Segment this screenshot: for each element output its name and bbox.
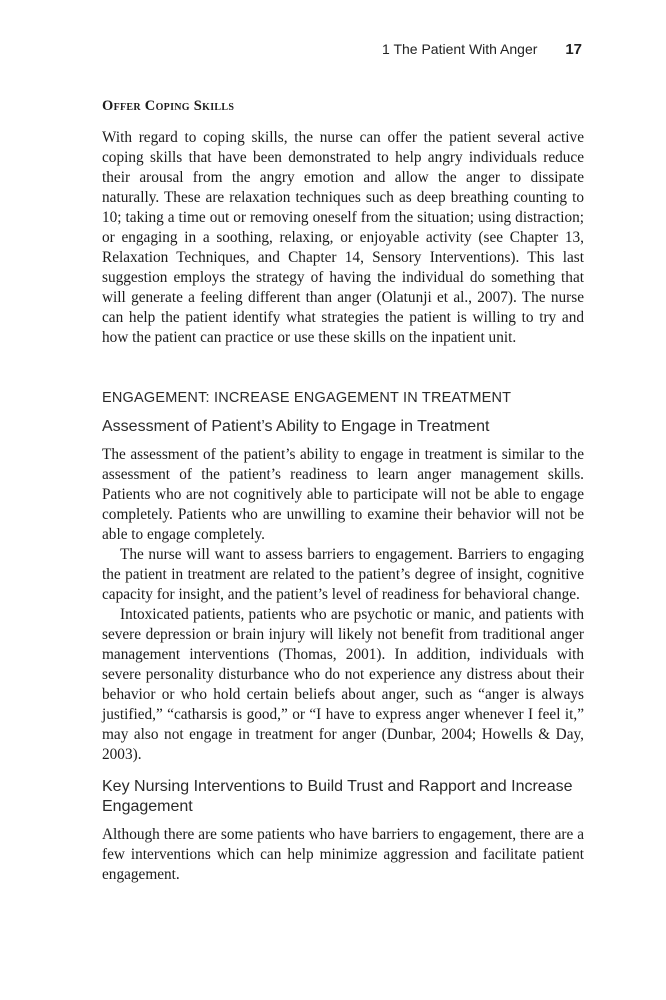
heading-assessment: Assessment of Patient’s Ability to Engage in Treatment — [102, 418, 490, 435]
paragraph-assessment: The assessment of the patient’s ability to engage in treatment is similar to the assessment of the patient’s readiness to learn anger management skills. Patients who are not cognitively able to participate will not be able to engage completely. Patients who are unwilling to examine their behavior will not be able to engage completely. — [102, 446, 584, 543]
running-head — [382, 41, 582, 58]
chapter-title: 1 The Patient With Anger — [382, 41, 538, 57]
heading-offer-coping-skills: Offer Coping Skills — [102, 98, 235, 114]
heading-engagement: ENGAGEMENT: INCREASE ENGAGEMENT IN TREATMENT — [102, 390, 512, 406]
paragraph-coping-skills: With regard to coping skills, the nurse can offer the patient several active coping skills that have been demonstrated to help angry individuals reduce their arousal from the angry emotion and allow the anger to dissipate naturally. These are relaxation techniques such as deep breathing counting to 10; taking a time out or removing oneself from the situation; using distraction; or engaging in a soothing, relaxing, or enjoyable activity (see Chapter 13, Relaxation Techniques, and Chapter 14, Sensory Interventions). This last suggestion employs the strategy of having the individual do something that will generate a feeling different than anger (Olatunji et al., 2007). The nurse can help the patient identify what strategies the patient is willing to try and how the patient can practice or use these skills on the inpatient unit. — [102, 129, 584, 346]
paragraph-barriers: The nurse will want to assess barriers to engagement. Barriers to engaging the patient in treatment are related to the patient’s degree of insight, cognitive capacity for insight, and the patient’s level of readiness for behavioral change. — [102, 546, 584, 603]
page-body — [102, 96, 584, 885]
section-engagement — [102, 388, 584, 885]
paragraph-intoxicated-patients: Intoxicated patients, patients who are psychotic or manic, and patients with severe depression or brain injury will likely not benefit from traditional anger management interventions (Thomas, 2001). In addition, individuals with severe personality disturbance who do not experience any distress about their behavior or who hold certain beliefs about anger, such as “anger is always justified,” “catharsis is good,” or “I have to express anger whenever I feel it,” may also not engage in treatment for anger (Dunbar, 2004; Howells & Day, 2003). — [102, 606, 584, 763]
page-number: 17 — [565, 41, 582, 58]
section-offer-coping-skills — [102, 96, 584, 348]
paragraph-interventions: Although there are some patients who have barriers to engagement, there are a few interventions which can help minimize aggression and facilitate patient engagement. — [102, 826, 584, 883]
heading-key-interventions: Key Nursing Interventions to Build Trust and Rapport and Increase Engagement — [102, 778, 573, 815]
